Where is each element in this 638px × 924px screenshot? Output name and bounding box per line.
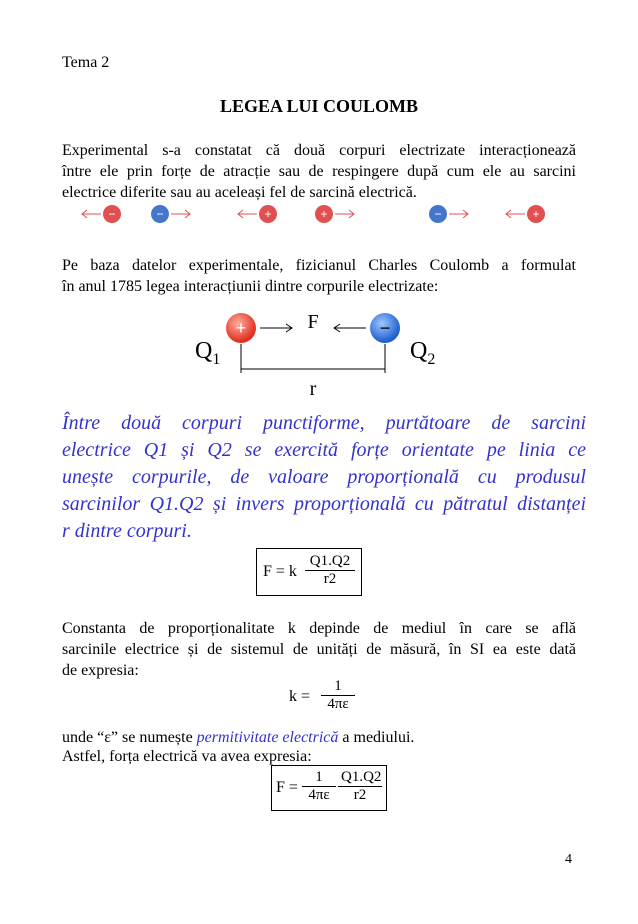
formula-lhs: k = (289, 688, 311, 705)
page-title: LEGEA LUI COULOMB (219, 96, 419, 116)
law-line: unește corpurile, de valoare proporțională cu produsul (62, 466, 586, 488)
law-line: r dintre corpuri. (62, 520, 192, 542)
coulomb-paragraph (62, 255, 576, 297)
q1-sign: + (235, 318, 247, 338)
charge-sign: − (156, 207, 164, 221)
charge-sign: + (264, 207, 272, 221)
formula-numerator: Q1.Q2 (305, 553, 355, 571)
intro-paragraph (62, 140, 576, 203)
charge-1 (82, 205, 121, 223)
coulomb-formula-box (256, 548, 362, 596)
formula-denominator: 4πε (327, 696, 349, 712)
topic-label: Tema 2 (62, 54, 110, 71)
formula-numerator: 1 (321, 678, 355, 696)
charge-6 (506, 205, 545, 223)
formula-lhs: F = (276, 779, 298, 796)
paragraph-line: între ele prin forțe de atracție sau de respingere după cum ele au sarcini (62, 163, 576, 180)
charge-sign: − (434, 207, 442, 221)
formula-lhs: F = k (263, 563, 297, 580)
paragraph-line: în anul 1785 legea interacțiunii dintre corpurile electrizate: (62, 278, 439, 295)
charges-illustration (70, 202, 570, 230)
charge-4 (315, 205, 354, 223)
distance-label: r (309, 378, 317, 400)
charge-2 (151, 205, 190, 223)
permittivity-line: unde “ε” se numește permitivitate electrică a mediului. (62, 729, 415, 746)
q2-sign: − (379, 318, 391, 338)
charge-3 (238, 205, 277, 223)
paragraph-line: de expresia: (62, 662, 139, 679)
expression-intro: Astfel, forța electrică va avea expresia: (62, 748, 312, 765)
formula-denominator: r2 (353, 787, 367, 803)
charge-sign: − (108, 207, 116, 221)
paragraph-line: sarcinile electrice și de sistemul de unități de măsură, în SI ea este dată (62, 641, 576, 658)
paragraph-line: Constanta de proporționalitate k depinde de mediul în care se află (62, 620, 576, 637)
paragraph-line: Experimental s-a constatat că două corpuri electrizate interacționează (62, 142, 576, 159)
charge-sign: + (532, 207, 540, 221)
force-label: F (307, 311, 319, 333)
charge-sign: + (320, 207, 328, 221)
page-number: 4 (565, 852, 572, 867)
formula-numerator: 1 (302, 769, 336, 787)
force-formula-box (271, 765, 387, 811)
q2-label: $Q_2$ (410, 338, 436, 368)
law-line: sarcinilor Q1.Q2 și invers proporțională cu pătratul distanței (62, 493, 586, 515)
constant-paragraph (62, 618, 576, 681)
law-line: electrice Q1 și Q2 se exercită forțe orientate pe linia ce (62, 439, 586, 461)
permittivity-term: permitivitate electrică (196, 729, 339, 746)
q1-label: $Q_1$ (195, 338, 221, 368)
paragraph-line: electrice diferite sau au aceleași fel de sarcină electrică. (62, 184, 417, 201)
law-statement (62, 410, 586, 545)
law-line: Între două corpuri punctiforme, purtătoare de sarcini (62, 412, 586, 434)
formula-denominator: 4πε (308, 787, 330, 803)
formula-numerator: Q1.Q2 (338, 769, 382, 787)
charge-5 (429, 205, 468, 223)
formula-denominator: r2 (323, 571, 337, 587)
paragraph-line: Pe baza datelor experimentale, fizicianul Charles Coulomb a formulat (62, 257, 576, 274)
